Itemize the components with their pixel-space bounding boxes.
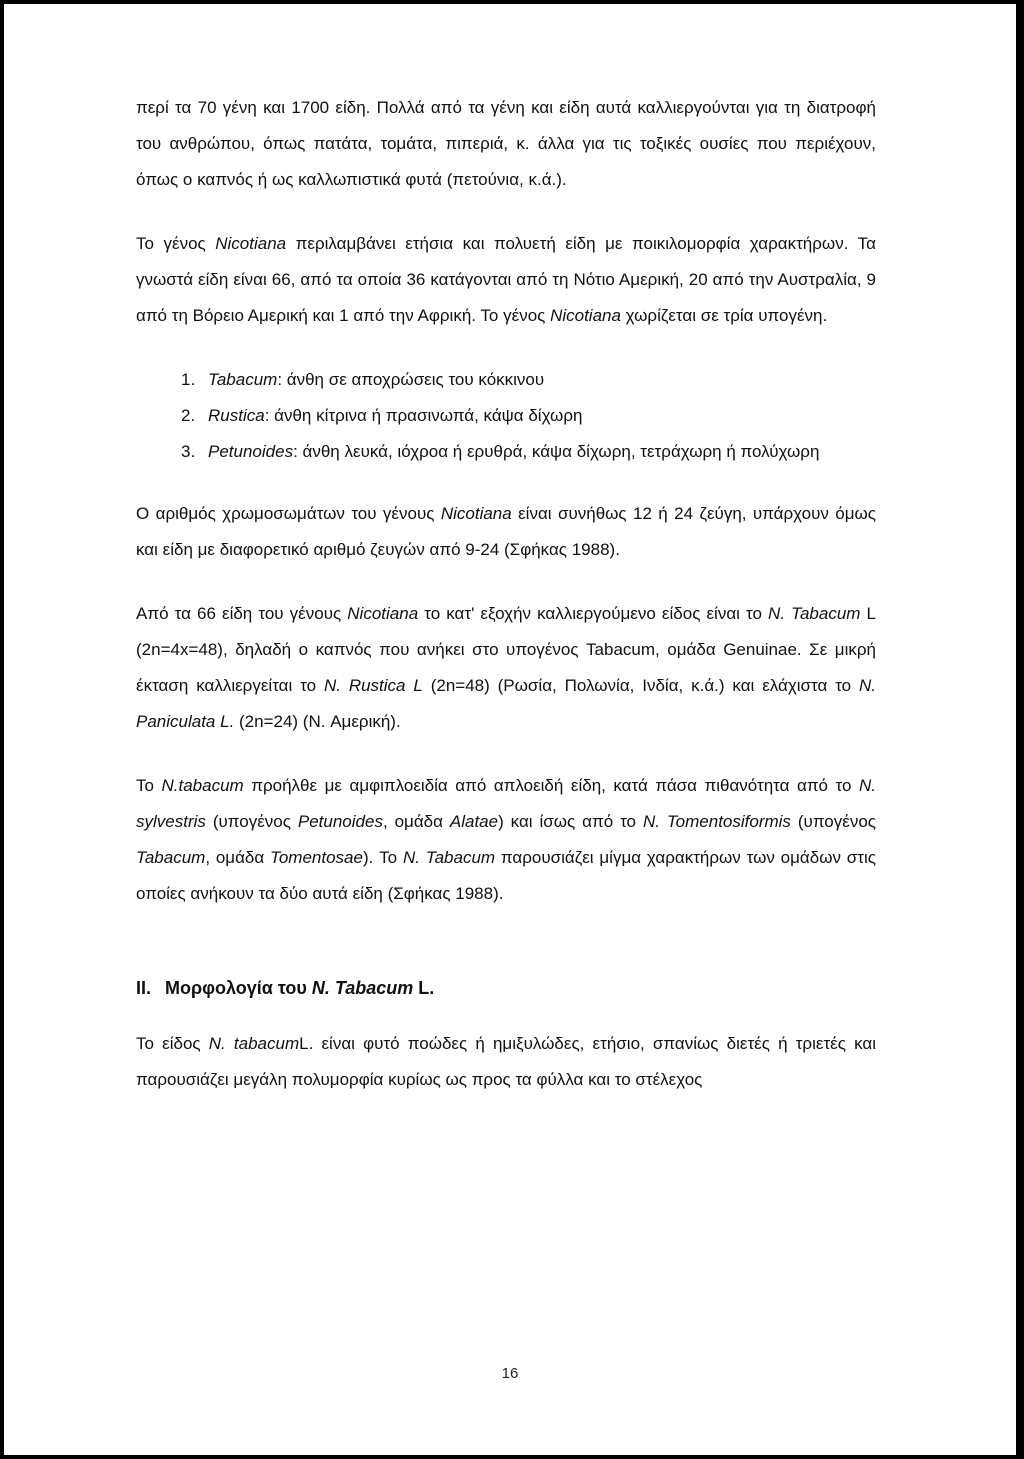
italic-term: N. Tabacum [311, 978, 414, 998]
paragraph-intro [136, 90, 876, 198]
text-run: το κατ' εξοχήν καλλιεργούμενο είδος είναι το [418, 604, 769, 623]
italic-term: Nicotiana [347, 604, 419, 623]
section-heading [136, 970, 876, 1006]
text-run: ). Το [362, 848, 403, 867]
paragraph-text: περί τα 70 γένη και 1700 είδη. Πολλά από τα γένη και είδη αυτά καλλιεργούνται για τη διατροφή του ανθρώπου, όπως πατάτα, τομάτα, πιπεριά, κ. άλλα για τις τοξικές ουσίες που περιέχουν, όπως ο καπνός ή ως καλλωπιστικά φυτά (πετούνια, κ.ά.). [136, 98, 876, 189]
list-item [136, 398, 876, 434]
text-run: Το είδος [136, 1034, 209, 1053]
paragraph-origin [136, 768, 876, 912]
paragraph-morphology [136, 1026, 876, 1098]
heading-text: L. [413, 978, 435, 998]
paragraph-species [136, 596, 876, 740]
text-run: χωρίζεται σε τρία υπογένη. [620, 306, 828, 325]
text-run: L (2n=4x=48), δηλαδή ο καπνός που ανήκει στο υπογένος Tabacum, ομάδα Genuinae. Σε μικρή έκταση καλλιεργείται το [136, 604, 876, 695]
text-run: (2n=24) (N. Αμερική). [234, 712, 401, 731]
italic-term: Alatae [449, 812, 499, 831]
heading-number: II. [136, 978, 152, 998]
list-number: 3. [181, 442, 196, 461]
italic-term: N. Tomentosiformis [642, 812, 791, 831]
subgenera-list [136, 362, 876, 470]
text-run: Από τα 66 είδη του γένους [136, 604, 348, 623]
list-text: : άνθη σε αποχρώσεις του κόκκινου [277, 370, 545, 389]
page-body [136, 90, 876, 1126]
italic-term: N. Paniculata L. [136, 676, 877, 731]
italic-term: Petunoides [208, 442, 294, 461]
italic-term: Nicotiana [215, 234, 287, 253]
text-run: (υπογένος [205, 812, 298, 831]
italic-term: Rustica [208, 406, 265, 425]
text-run: Το γένος [136, 234, 216, 253]
text-run: περιλαμβάνει ετήσια και πολυετή είδη με ποικιλομορφία χαρακτήρων. Τα γνωστά είδη είναι 66, από τα οποία 36 κατάγονται από τη Νότιο Αμερική, 20 από την Αυστραλία, 9 από τη Βόρειο Αμερική και 1 από την Αφρική. Το γένος [136, 234, 876, 325]
italic-term: Tabacum [208, 370, 278, 389]
list-text: : άνθη λευκά, ιόχροα ή ερυθρά, κάψα δίχωρη, τετράχωρη ή πολύχωρη [293, 442, 820, 461]
italic-term: N. Tabacum [768, 604, 861, 623]
italic-term: Tabacum [136, 848, 206, 867]
list-text: : άνθη κίτρινα ή πρασινωπά, κάψα δίχωρη [264, 406, 583, 425]
italic-term: N. Tabacum [402, 848, 496, 867]
italic-term: Nicotiana [440, 504, 512, 523]
heading-text: Μορφολογία του [165, 978, 312, 998]
text-run: Ο αριθμός χρωμοσωμάτων του γένους [136, 504, 441, 523]
list-number: 1. [181, 370, 196, 389]
page-number: 16 [501, 1365, 519, 1382]
list-item [136, 434, 876, 470]
text-run: Το [136, 776, 162, 795]
text-run: , ομάδα [205, 848, 271, 867]
text-run: , ομάδα [382, 812, 450, 831]
paragraph-genus [136, 226, 876, 334]
text-run: L. είναι φυτό ποώδες ή ημιξυλώδες, ετήσιο, σπανίως διετές ή τριετές και παρουσιάζει μεγάλη πολυμορφία κυρίως ως προς τα φύλλα και το στέλεχος [136, 1034, 876, 1089]
italic-term: N. Rustica L [323, 676, 423, 695]
italic-term: N.tabacum [161, 776, 244, 795]
text-run: προήλθε με αμφιπλοειδία από απλοειδή είδη, κατά πάσα πιθανότητα από το [243, 776, 859, 795]
text-run: είναι συνήθως 12 ή 24 ζεύγη, υπάρχουν όμως και είδη με διαφορετικό αριθμό ζευγών από 9-24 (Σφήκας 1988). [136, 504, 876, 559]
italic-term: N. tabacum [208, 1034, 300, 1053]
text-run: (υπογένος [790, 812, 876, 831]
italic-term: Nicotiana [550, 306, 621, 325]
list-number: 2. [181, 406, 196, 425]
italic-term: N. sylvestris [136, 776, 876, 831]
paragraph-chromosomes [136, 496, 876, 568]
text-run: παρουσιάζει μίγμα χαρακτήρων των ομάδων στις οποίες ανήκουν τα δύο αυτά είδη (Σφήκας 1988). [136, 848, 876, 903]
italic-term: Petunoides [297, 812, 383, 831]
text-run: ) και ίσως από το [498, 812, 643, 831]
text-run: (2n=48) (Ρωσία, Πολωνία, Ινδία, κ.ά.) και ελάχιστα το [422, 676, 860, 695]
list-item [136, 362, 876, 398]
italic-term: Tomentosae [270, 848, 363, 867]
document-page [4, 4, 1016, 1455]
